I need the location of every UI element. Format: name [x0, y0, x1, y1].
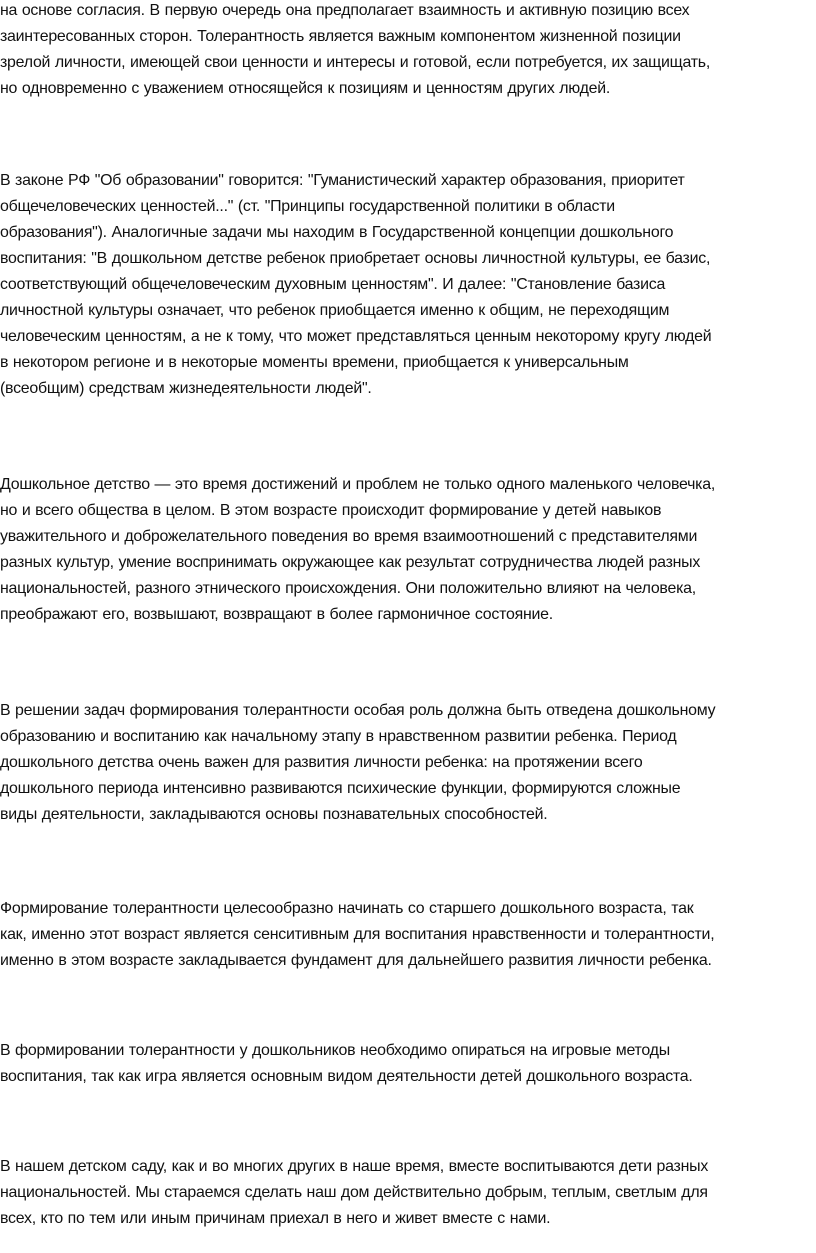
text-line: именно в этом возрасте закладывается фундамент для дальнейшего развития личности ребенка. — [0, 952, 712, 969]
paragraph-senior-preschool-age — [0, 896, 816, 974]
text-line: образованию и воспитанию как начальному этапу в нравственном развитии ребенка. Период — [0, 728, 677, 745]
text-line: Формирование толерантности целесообразно начинать со старшего дошкольного возраста, так — [0, 900, 694, 917]
text-line: общечеловеческих ценностей..." (ст. "Принципы государственной политики в области — [0, 198, 615, 215]
text-line: В формировании толерантности у дошкольников необходимо опираться на игровые методы — [0, 1042, 670, 1059]
text-line: виды деятельности, закладываются основы познавательных способностей. — [0, 806, 548, 823]
text-line: воспитания: "В дошкольном детстве ребенок приобретает основы личностной культуры, ее базис, — [0, 250, 711, 267]
paragraph-preschool-education-role — [0, 698, 816, 828]
text-line: национальностей. Мы стараемся сделать наш дом действительно добрым, теплым, светлым для — [0, 1184, 708, 1201]
text-line: всех, кто по тем или иным причинам приехал в него и живет вместе с нами. — [0, 1210, 551, 1227]
text-line: соответствующий общечеловеческим духовным ценностям". И далее: "Становление базиса — [0, 276, 666, 293]
text-line: В нашем детском саду, как и во многих других в наше время, вместе воспитываются дети разных — [0, 1158, 709, 1175]
paragraph-preschool-childhood — [0, 472, 816, 628]
text-line: преображают его, возвышают, возвращают в более гармоничное состояние. — [0, 606, 553, 623]
text-line: зрелой личности, имеющей свои ценности и интересы и готовой, если потребуется, их защищать, — [0, 54, 710, 71]
text-line: но одновременно с уважением относящейся к позициям и ценностям других людей. — [0, 80, 611, 97]
paragraph-tolerance-definition — [0, 0, 816, 102]
text-line: В законе РФ "Об образовании" говорится: "Гуманистический характер образования, приоритет — [0, 172, 685, 189]
text-line: но и всего общества в целом. В этом возрасте происходит формирование у детей навыков — [0, 502, 662, 519]
text-line: национальностей, разного этнического происхождения. Они положительно влияют на человека, — [0, 580, 696, 597]
paragraph-game-methods — [0, 1038, 816, 1090]
text-line: Дошкольное детство — это время достижений и проблем не только одного маленького человечка, — [0, 476, 715, 493]
text-line: заинтересованных сторон. Толерантность является важным компонентом жизненной позиции — [0, 28, 681, 45]
text-line: личностной культуры означает, что ребенок приобщается именно к общим, не переходящим — [0, 302, 670, 319]
text-line: образования"). Аналогичные задачи мы находим в Государственной концепции дошкольного — [0, 224, 674, 241]
text-line: дошкольного периода интенсивно развиваются психические функции, формируются сложные — [0, 780, 681, 797]
text-line: как, именно этот возраст является сенситивным для воспитания нравственности и толерантности, — [0, 926, 715, 943]
text-line: уважительного и доброжелательного поведения во время взаимоотношений с представителями — [0, 528, 698, 545]
paragraph-education-law — [0, 168, 816, 402]
text-line: дошкольного детства очень важен для развития личности ребенка: на протяжении всего — [0, 754, 643, 771]
text-line: разных культур, умение воспринимать окружающее как результат сотрудничества людей разных — [0, 554, 701, 571]
text-line: воспитания, так как игра является основным видом деятельности детей дошкольного возраста. — [0, 1068, 693, 1085]
text-line: В решении задач формирования толерантности особая роль должна быть отведена дошкольному — [0, 702, 716, 719]
paragraph-our-kindergarten — [0, 1154, 816, 1232]
text-line: в некотором регионе и в некоторые моменты времени, приобщается к универсальным — [0, 354, 629, 371]
text-line: на основе согласия. В первую очередь она предполагает взаимность и активную позицию всех — [0, 2, 690, 19]
text-line: человеческим ценностям, а не к тому, что может представляться ценным некоторому кругу людей — [0, 328, 712, 345]
text-line: (всеобщим) средствам жизнедеятельности людей". — [0, 380, 372, 397]
